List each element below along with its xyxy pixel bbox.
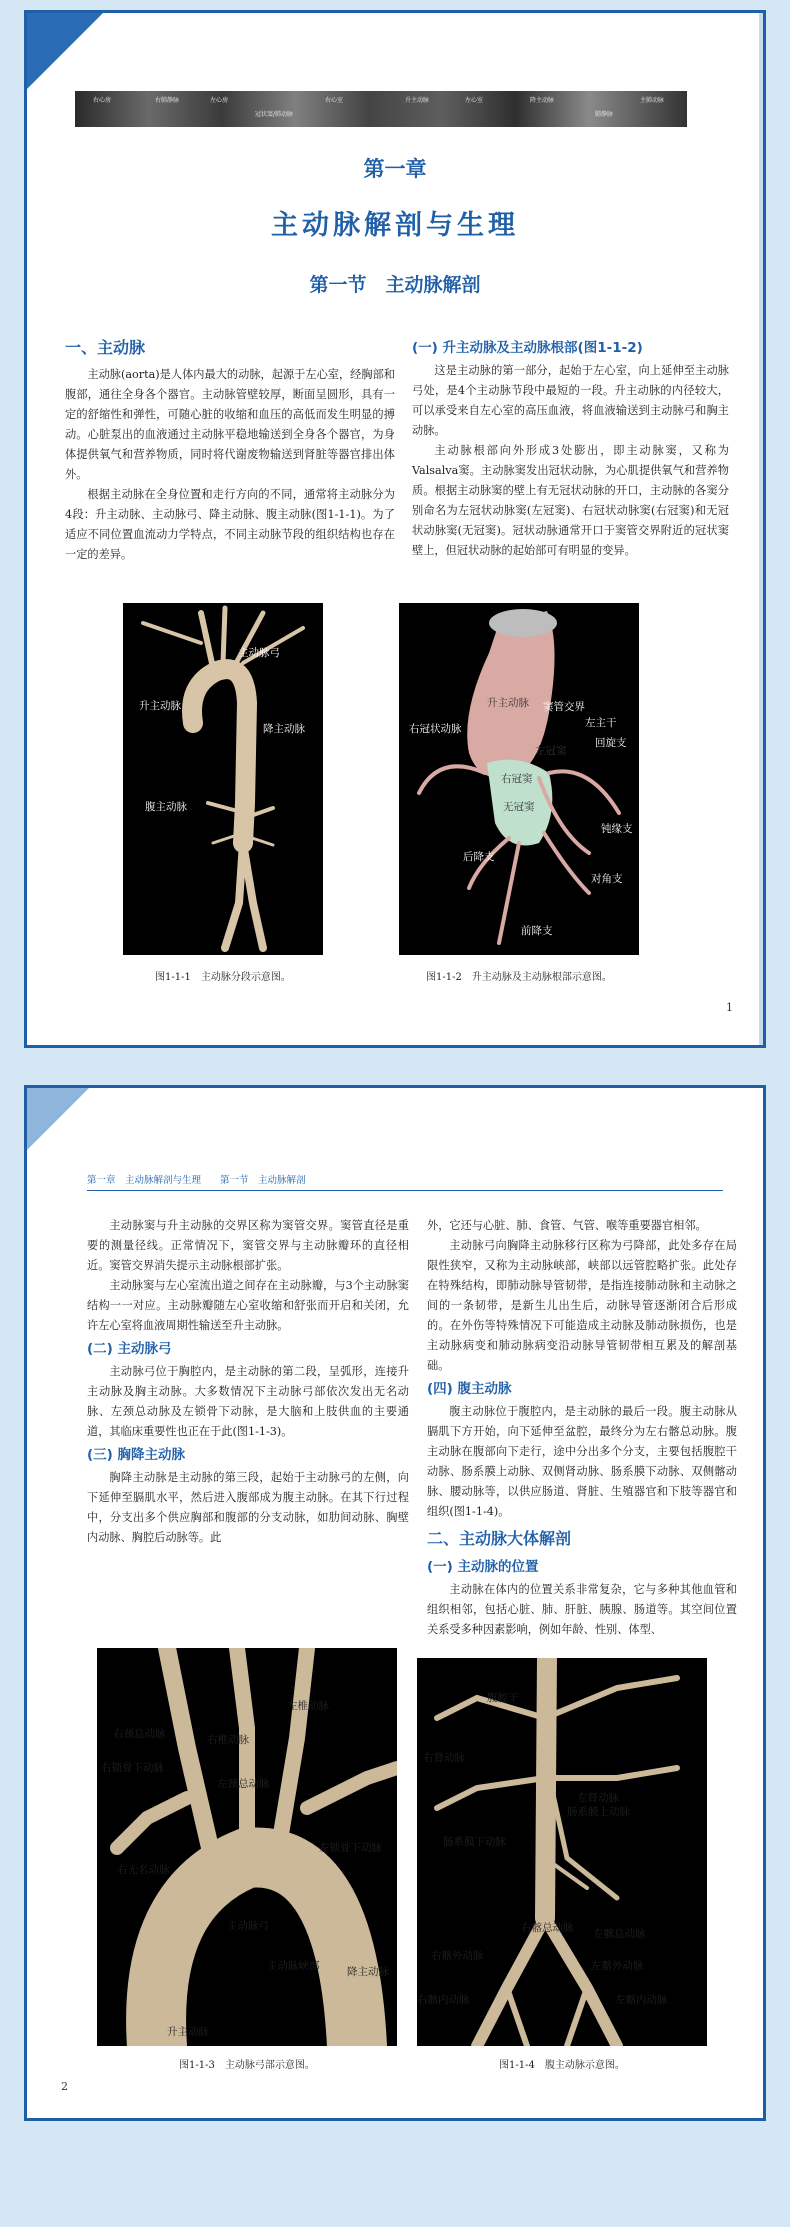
figure-caption: 图1-1-2 升主动脉及主动脉根部示意图。 [426,972,612,983]
header-banner-image [75,91,687,127]
label-pda: 后降支 [463,851,495,863]
right-column [412,335,729,561]
figure-aortic-arch [97,1648,397,2046]
figure-caption: 图1-1-1 主动脉分段示意图。 [155,972,291,983]
page-number: 1 [726,1001,733,1014]
label-sma: 肠系膜上动脉 [567,1806,630,1818]
label-right-iia: 右髂内动脉 [417,1994,470,2006]
label-right-cia: 右髂总动脉 [521,1922,574,1934]
label-descending-aorta: 降主动脉 [347,1966,389,1978]
figure-aortic-root [399,603,639,955]
label-non-coronary-cusp: 无冠窦 [503,801,535,813]
label-lad: 前降支 [521,925,553,937]
label-left-cia: 左髂总动脉 [593,1928,646,1940]
paragraph: 主动脉窦与升主动脉的交界区称为窦管交界。窦管直径是重要的测量径线。正常情况下，窦管交界与主动脉瓣环的直径相近。窦管交界消失提示主动脉根部扩张。 [87,1219,409,1272]
label-ascending-aorta: 升主动脉 [167,2026,209,2038]
right-column [427,1216,737,1640]
label-right-eia: 右髂外动脉 [431,1950,484,1962]
page-1 [24,10,766,1048]
corner-decoration [24,10,106,92]
corner-decoration [24,1085,92,1153]
heading-aortic-arch: (二) 主动脉弓 [87,1341,172,1357]
label-right-renal: 右肾动脉 [423,1752,465,1764]
heading-descending-aorta: (三) 胸降主动脉 [87,1447,186,1463]
label-rca: 右冠状动脉 [409,723,462,735]
paragraph: 外，它还与心脏、肺、食管、气管、喉等重要器官相邻。 [427,1219,707,1232]
banner-label: 左心室 [465,97,484,104]
page-number: 2 [61,2080,68,2093]
figure-caption: 图1-1-4 腹主动脉示意图。 [499,2060,625,2071]
label-stj: 窦管交界 [543,701,585,713]
header-divider [87,1190,723,1191]
label-obtuse-marginal: 钝缘支 [601,823,633,835]
figure-caption: 图1-1-3 主动脉弓部示意图。 [179,2060,315,2071]
chapter-number: 第一章 [363,157,427,181]
label-left-eia: 左髂外动脉 [591,1960,644,1972]
paragraph: 主动脉窦与左心室流出道之间存在主动脉瓣，与3个主动脉窦结构一一对应。主动脉瓣随左心室收缩和舒张而开启和关闭，允许左心室将血液周期性输送至升主动脉。 [87,1279,409,1332]
paragraph: 主动脉弓向胸降主动脉移行区称为弓降部，此处多存在局限性狭窄，又称为主动脉峡部，峡部以远管腔略扩张。此处存在特殊结构，即肺动脉导管韧带，是指连接肺动脉和主动脉之间的一条韧带，是新生儿出生后，动脉导管逐渐闭合后形成的。在外伤等特殊情况下可能造成主动脉及肺动脉损伤，也是主动脉病变和肺动脉病变沿动脉导管韧带相互累及的解剖基础。 [427,1239,737,1372]
banner-label: 主肺动脉 [640,97,665,104]
label-left-cusp: 左冠窦 [535,745,567,757]
paragraph: 腹主动脉位于腹腔内，是主动脉的最后一段。腹主动脉从膈肌下方开始，向下延伸至盆腔，最终分为左右髂总动脉。腹主动脉在腹部向下走行，途中分出多个分支，主要包括腹腔干动脉、肠系膜上动脉、双侧肾动脉、肠系膜下动脉、双侧髂动脉、腰动脉等，以供应肠道、肾脏、生殖器官和下肢等器官和组织(图1-1-4)。 [427,1405,737,1518]
banner-label: 右心房 [93,97,112,104]
label-descending-aorta: 降主动脉 [263,723,305,735]
banner-label: 左心房 [210,97,229,104]
label-innominate: 右无名动脉 [117,1864,170,1876]
banner-label: 冠状窦/肺动脉 [255,111,294,118]
banner-label: 右心室 [325,97,344,104]
chapter-title: 主动脉解剖与生理 [271,210,519,241]
label-right-sca: 右锁骨下动脉 [101,1762,164,1774]
label-left-sca: 左锁骨下动脉 [319,1842,382,1854]
label-left-vertebral: 左椎动脉 [287,1700,329,1712]
heading-ascending-aorta: (一) 升主动脉及主动脉根部(图1-1-2) [412,340,643,356]
running-header: 第一章 主动脉解剖与生理 第一节 主动脉解剖 [87,1175,306,1186]
banner-label: 肺静脉 [595,111,614,118]
banner-label: 降主动脉 [530,97,555,104]
label-isthmus: 主动脉峡部 [267,1960,320,1972]
paragraph: 胸降主动脉是主动脉的第三段，起始于主动脉弓的左侧，向下延伸至膈肌水平，然后进入腹部成为腹主动脉。在其下行过程中，分支出多个供应胸部和腹部的分支动脉，如肋间动脉、胸壁内动脉、胸腔后动脉等。此 [87,1471,409,1544]
label-aortic-arch: 主动脉弓 [227,1920,269,1932]
label-aortic-arch: 主动脉弓 [238,647,280,659]
paragraph: 主动脉根部向外形成3处膨出，即主动脉窦，又称为Valsalva窦。主动脉窦发出冠状动脉，为心肌提供氧气和营养物质。根据主动脉窦的壁上有无冠状动脉的开口，主动脉的各窦分别命名为左冠状动脉窦(左冠窦)、右冠状动脉窦(右冠窦)和无冠状动脉窦(无冠窦)。冠状动脉通常开口于窦管交界附近的冠状窦壁上，但冠状动脉的起始部可有明显的变异。 [412,444,729,557]
page-2 [24,1085,766,2121]
label-diagonal: 对角支 [591,873,623,885]
heading-gross-anatomy: 二、主动脉大体解剖 [427,1529,572,1548]
label-left-iia: 左髂内动脉 [615,1994,668,2006]
heading-aorta: 一、主动脉 [65,338,146,357]
label-right-vertebral: 右椎动脉 [207,1734,249,1746]
abdominal-aorta-3d-render [417,1658,707,2046]
paragraph: 主动脉在体内的位置关系非常复杂，它与多种其他血管和组织相邻，包括心脏、肺、肝脏、胰腺、肠道等。其空间位置关系受多种因素影响，例如年龄、性别、体型、 [427,1583,737,1636]
aorta-3d-render [123,603,323,955]
label-right-cca: 右颈总动脉 [113,1728,166,1740]
label-left-main: 左主干 [585,717,617,729]
label-left-renal: 左肾动脉 [577,1792,619,1804]
label-abdominal-aorta: 腹主动脉 [145,801,187,813]
label-circumflex: 回旋支 [595,737,627,749]
left-column [87,1216,409,1548]
label-celiac-trunk: 腹腔干 [487,1692,519,1704]
banner-label: 升主动脉 [405,97,430,104]
label-ima: 肠系膜下动脉 [443,1836,506,1848]
paragraph: 根据主动脉在全身位置和走行方向的不同，通常将主动脉分为4段：升主动脉、主动脉弓、降主动脉、腹主动脉(图1-1-1)。为了适应不同位置血流动力学特点，不同主动脉节段的组织结构也存在一定的差异。 [65,488,395,561]
label-right-cusp: 右冠窦 [501,773,533,785]
label-ascending-aorta: 升主动脉 [139,700,181,712]
paragraph: 这是主动脉的第一部分，起始于左心室，向上延伸至主动脉弓处，是4个主动脉节段中最短的一段。升主动脉的内径较大，可以承受来自左心室的高压血液，将血液输送到主动脉弓和胸主动脉。 [412,364,729,437]
banner-label: 右肺静脉 [155,97,180,104]
section-title: 第一节 主动脉解剖 [309,274,481,296]
figure-abdominal-aorta [417,1658,707,2046]
label-ascending-aorta: 升主动脉 [487,697,529,709]
heading-abdominal-aorta: (四) 腹主动脉 [427,1381,512,1397]
heading-aortic-position: (一) 主动脉的位置 [427,1559,539,1575]
left-column [65,331,395,565]
paragraph: 主动脉弓位于胸腔内，是主动脉的第二段，呈弧形，连接升主动脉及胸主动脉。大多数情况下主动脉弓部依次发出无名动脉、左颈总动脉及左锁骨下动脉，是大脑和上肢供血的主要通道，其临床重要性也正在于此(图1-1-3)。 [87,1365,409,1438]
paragraph: 主动脉(aorta)是人体内最大的动脉，起源于左心室，经胸部和腹部，通往全身各个器官。主动脉管壁较厚，断面呈圆形，具有一定的舒缩性和弹性，可随心脏的收缩和血压的高低而发生明显的搏动。心脏泵出的血液通过主动脉平稳地输送到全身各个器官，为身体提供氧气和营养物质，同时将代谢废物输送到肾脏等器官排出体外。 [65,368,395,481]
figure-aorta-segments [123,603,323,955]
label-left-cca: 左颈总动脉 [217,1778,270,1790]
